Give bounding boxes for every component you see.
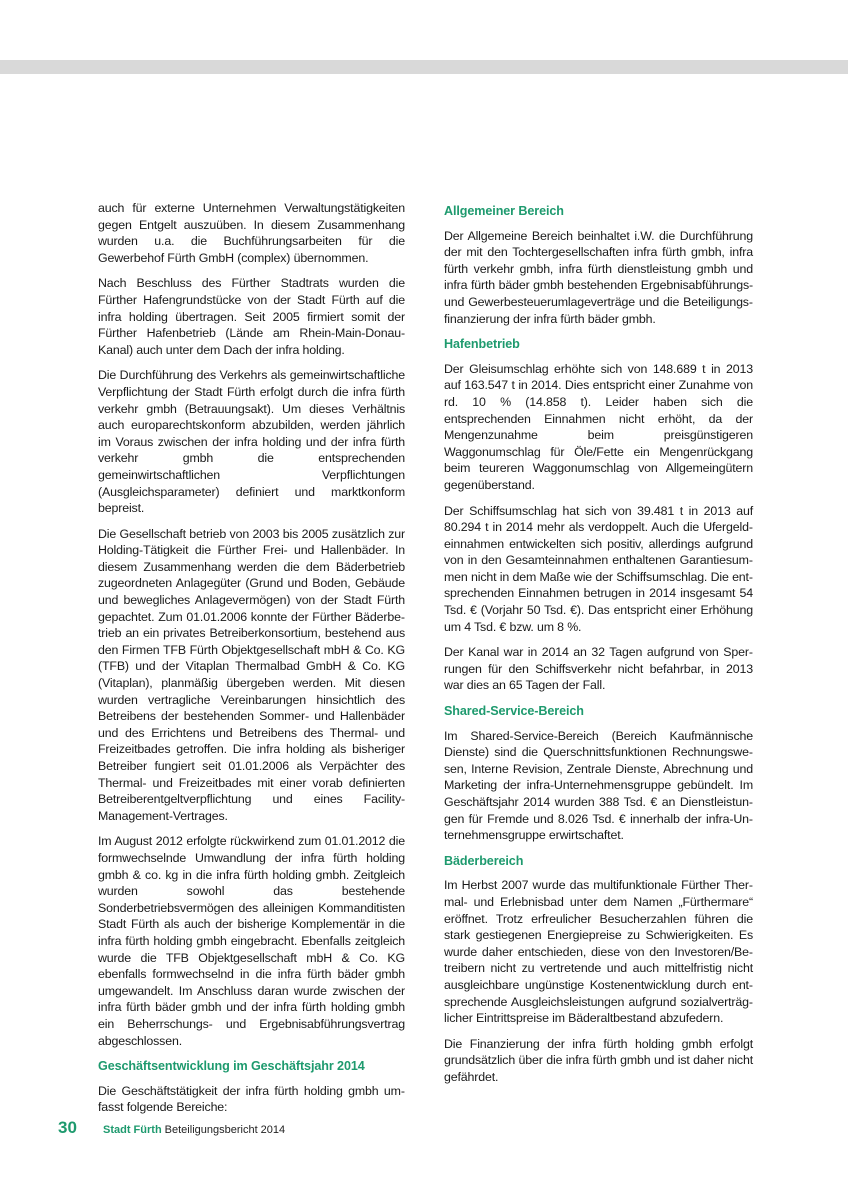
page-number: 30 xyxy=(58,1118,77,1137)
paragraph: Der Allgemeine Bereich beinhaltet i.W. die Durchführung der mit den Tochtergesellschaften infra fürth gmbh, infra fürth verkehr gmbh, infra fürth dienstleistung gmbh und infra fürth bäder gmbh bestehenden Ergebnisabführungs- und Gewerbesteuerumlageverträge und die Beteiligungsfinanzierung der infra fürth bäder gmbh. xyxy=(444,228,753,326)
footer-publication: Beteiligungsbericht 2014 xyxy=(164,1124,286,1136)
paragraph: Nach Beschluss des Fürther Stadtrats wurden die Fürther Hafengrundstücke von der Stadt Fürth auf die infra holding übertragen. Seit 2005 firmiert somit der Fürther Hafenbetrieb (Lände am Rhein-Main-Donau-Kanal) auch unter dem Dach der infra holding. xyxy=(98,276,405,357)
paragraph: Im August 2012 erfolgte rückwirkend zum 01.01.2012 die formwechselnde Umwandlung der infra fürth holding gmbh & co. kg in die infra fürth holding gmbh. Zeitgleich wurden sowohl das bestehende Sonderbetriebsvermögen des alleinigen Kommanditisten Stadt Fürth als auch der bisherige Komplementär in die infra fürth holding gmbh eingebracht. Ebenfalls zeitgleich wurde die TFB Objektgesellschaft mbH & Co. KG ebenfalls formwechselnd in die infra fürth bäder gmbh umgewandelt. Im Anschluss daran wurde zwischen der infra fürth bäder gmbh und der infra fürth holding gmbh ein Beherrschungs- und Ergebnisabführungsvertrag abgeschlossen. xyxy=(98,834,405,1048)
section-heading-allgemeiner-bereich: Allgemeiner Bereich xyxy=(444,204,564,218)
left-column xyxy=(98,200,405,1125)
section-heading-baederbereich: Bäderbereich xyxy=(444,853,524,868)
right-column xyxy=(444,203,753,1095)
paragraph: Im Shared-Service-Bereich (Bereich Kaufmännische Dienste) sind die Querschnittsfunktionen Rechnungswesen, Interne Revision, Zentrale Dienste, Abrechnung und Marketing der infra-Unternehmensgruppe gebündelt. Im Geschäftsjahr 2014 wurden 388 Tsd. € an Dienstleistungen für Fremde und 8.026 Tsd. € innerhalb der infra-Unternehmensgruppe erwirtschaftet. xyxy=(444,728,753,843)
paragraph: Der Kanal war in 2014 an 32 Tagen aufgrund von Sperrungen für den Schiffsverkehr nicht befahrbar, in 2013 war dies an 65 Tagen der Fall. xyxy=(444,645,753,693)
paragraph: auch für externe Unternehmen Verwaltungstätigkeiten gegen Entgelt auszuüben. In diesem Zusammenhang wurden u.a. die Buchführungsarbeiten für die Gewerbehof Fürth GmbH (complex) übernommen. xyxy=(98,201,405,265)
section-heading-hafenbetrieb: Hafenbetrieb xyxy=(444,337,520,352)
paragraph: Die Durchführung des Verkehrs als gemeinwirtschaftliche Verpflichtung der Stadt Fürth erfolgt durch die infra fürth verkehr gmbh (Betrauungsakt). Um dieses Verhältnis auch europarechtskonform abzubilden, werden jährlich im Voraus zwischen der infra holding und der infra fürth verkehr gmbh die entsprechenden gemeinwirtschaftlichen Verpflichtungen (Ausgleichsparameter) definiert und marktkonform bepreist. xyxy=(98,368,405,516)
top-gray-bar xyxy=(0,60,848,74)
footer-organization: Stadt Fürth xyxy=(103,1124,162,1136)
paragraph: Die Geschäftstätigkeit der infra fürth holding gmbh umfasst folgende Bereiche: xyxy=(98,1083,405,1115)
paragraph: Die Gesellschaft betrieb von 2003 bis 2005 zusätzlich zur Holding-Tätigkeit die Fürther Frei- und Hallenbäder. In diesem Zusammenhang werden die dem Bäderbetrieb zugeordneten Anlagegüter (Grund und Boden, Gebäude und bewegliches Anlagevermögen) von der Stadt Fürth gepachtet. Zum 01.01.2006 konnte der Fürther Bäderbetrieb an ein privates Betreiberkonsortium, bestehend aus den Firmen TFB Fürth Objektgesellschaft mbH & Co. KG (TFB) und der Vitaplan Thermalbad GmbH & Co. KG (Vitaplan), planmäßig übergeben werden. Mit diesen wurden vertragliche Vereinbarungen hinsichtlich des Betreibens der bestehenden Sommer- und Hallenbäder und des Errichtens und Betreibens des Thermal- und Freizeitbades getroffen. Die infra holding als bisheriger Betreiber fungiert seit 01.01.2006 als Verpächter des Thermal- und Freizeitbades mit einer vorab definierten Betreiberentgeltverpflichtung und eines Facility-Management-Vertrages. xyxy=(98,526,405,823)
section-heading-shared-service: Shared-Service-Bereich xyxy=(444,704,584,719)
paragraph: Die Finanzierung der infra fürth holding gmbh erfolgt grundsätzlich über die infra fürth gmbh und ist daher nicht gefährdet. xyxy=(444,1036,753,1084)
page-footer xyxy=(58,1118,285,1138)
section-heading: Geschäftsentwicklung im Geschäftsjahr 2014 xyxy=(98,1059,365,1074)
paragraph: Im Herbst 2007 wurde das multifunktionale Fürther Thermal- und Erlebnisbad unter dem Namen „Fürthermare“ eröffnet. Trotz erfreulicher Besucherzahlen führen die stark gestiegenen Energiepreise zu Schwierigkeiten. Es wurde daher entschieden, diese von den Investoren/Betreibern nicht zu vertretende und auch mittelfristig nicht ausgleichbare ungünstige Kostenentwicklung durch entsprechende Ausgleichsleistungen aufgrund sozialverträglicher Eintrittspreise im Bäderaltbestand abzufedern. xyxy=(444,878,753,1026)
paragraph: Der Schiffsumschlag hat sich von 39.481 t in 2013 auf 80.294 t in 2014 mehr als verdoppelt. Auch die Ufergeldeinnahmen entwickelten sich positiv, allerdings aufgrund von in den Gesamteinnahmen enthaltenen Garantiesummen nicht in dem Maße wie der Schiffsumschlag. Die entsprechenden Einnahmen betrugen in 2014 insgesamt 54 Tsd. € (Vorjahr 50 Tsd. €). Das entspricht einer Erhöhung um 4 Tsd. € bzw. um 8 %. xyxy=(444,503,753,634)
paragraph: Der Gleisumschlag erhöhte sich von 148.689 t in 2013 auf 163.547 t in 2014. Dies entspricht einer Zunahme von rd. 10 % (14.858 t). Leider haben sich die entsprechenden Einnahmen nicht erhöht, da der Mengenzunahme beim preisgünstigeren Waggonumschlag für Öle/Fette ein Mengenrückgang beim teureren Waggonumschlag von Allgemeingütern gegenüberstand. xyxy=(444,361,753,492)
